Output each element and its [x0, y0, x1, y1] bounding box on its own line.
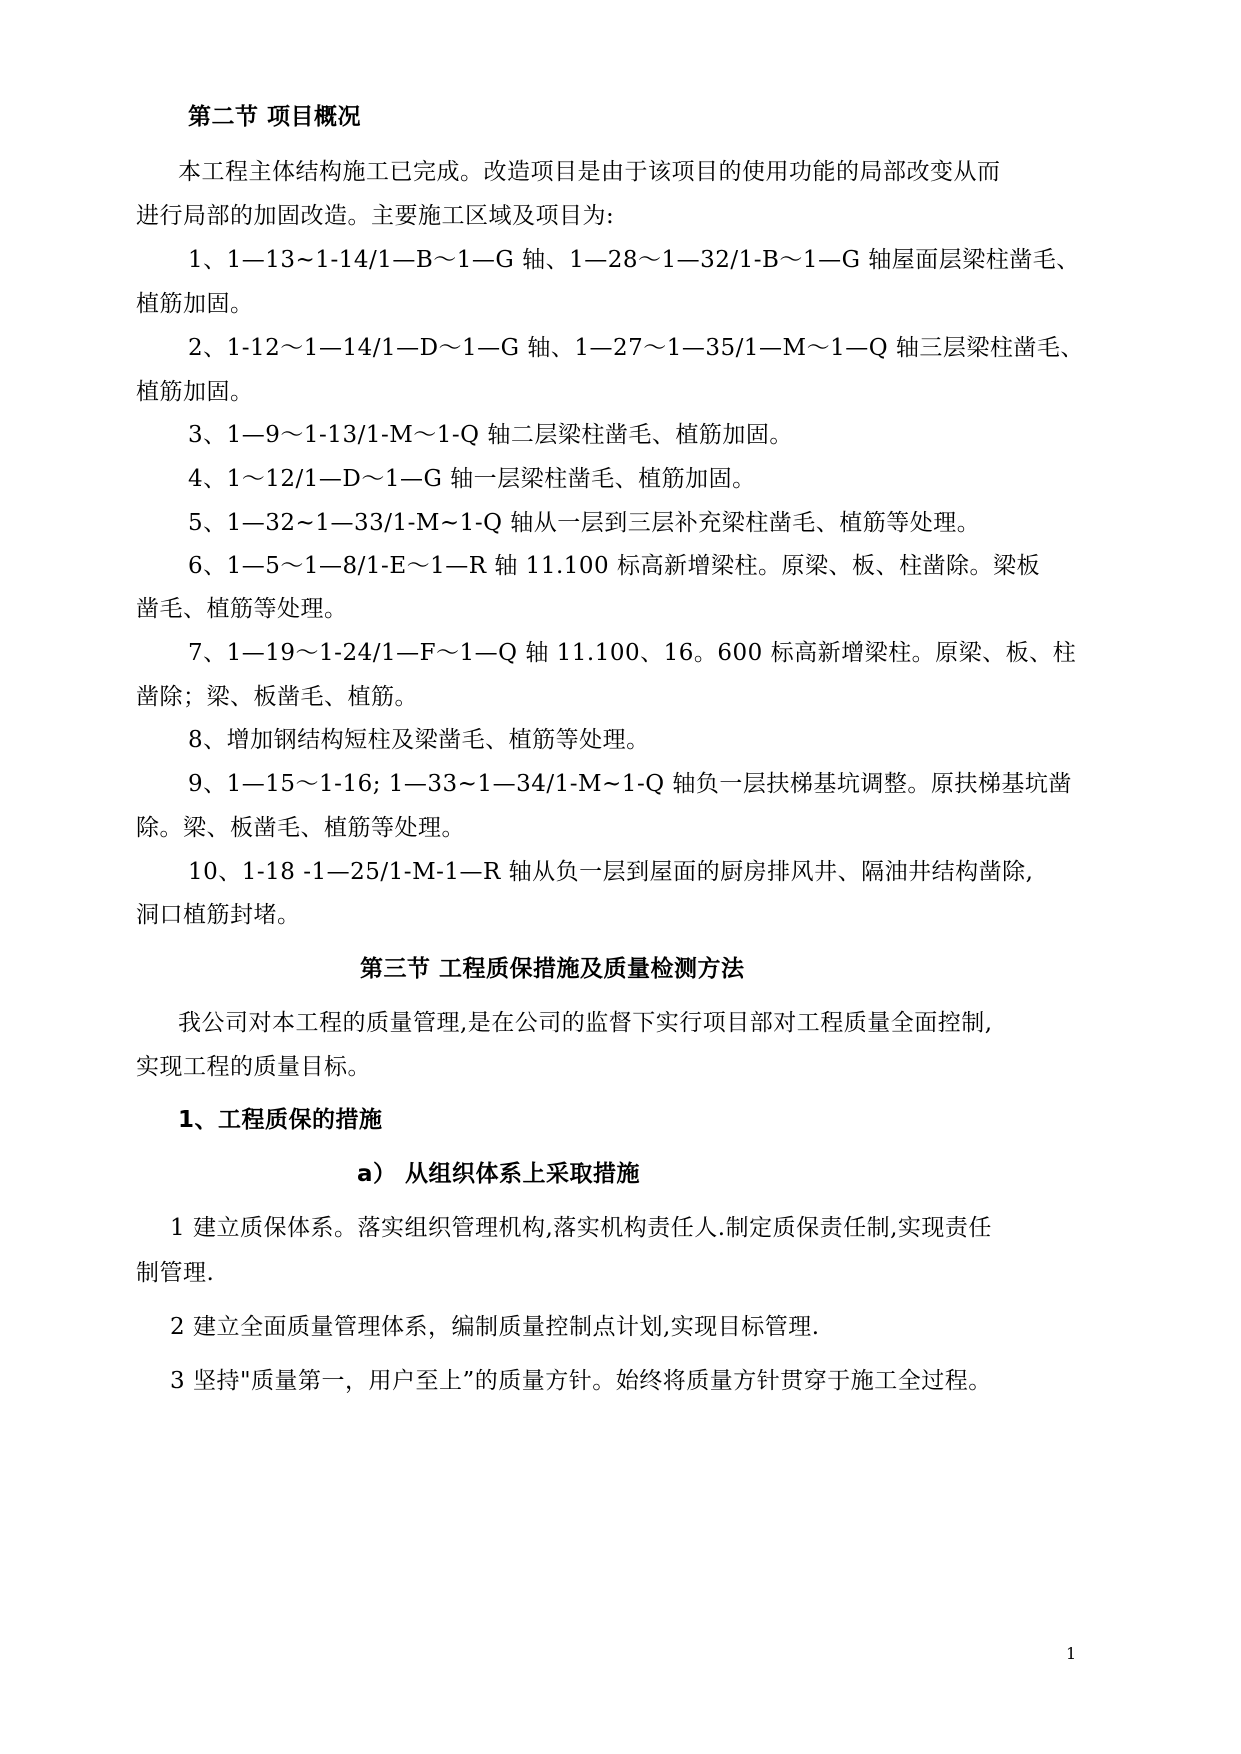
- item-8: 8、增加钢结构短柱及梁凿毛、植筋等处理。: [188, 727, 650, 753]
- item-1-line2: 植筋加固。: [136, 291, 254, 317]
- item-7-line2: 凿除；梁、板凿毛、植筋。: [136, 684, 418, 710]
- subheading-quality-measures: 1、工程质保的措施: [178, 1107, 383, 1133]
- item-6-line1: 6、1—5～1—8/1-E～1—R 轴 11.100 标高新增梁柱。原梁、板、柱凿除。梁板: [188, 553, 1040, 579]
- item-5: 5、1—32~1—33/1-M~1-Q 轴从一层到三层补充梁柱凿毛、植筋等处理。: [188, 510, 981, 536]
- subheading-organization-measures: a） 从组织体系上采取措施: [357, 1161, 641, 1187]
- item-2-line2: 植筋加固。: [136, 379, 254, 405]
- section3-heading: 第三节 工程质保措施及质量检测方法: [360, 956, 745, 982]
- item-4: 4、1～12/1—D～1—G 轴一层梁柱凿毛、植筋加固。: [188, 466, 756, 492]
- measure-2: 2 建立全面质量管理体系，编制质量控制点计划,实现目标管理.: [170, 1314, 820, 1340]
- measure-1-line1: 1 建立质保体系。落实组织管理机构,落实机构责任人.制定质保责任制,实现责任: [170, 1215, 992, 1241]
- section2-intro-line2: 进行局部的加固改造。主要施工区域及项目为:: [136, 203, 615, 229]
- measure-1-line2: 制管理.: [136, 1260, 215, 1286]
- section3-intro-line2: 实现工程的质量目标。: [136, 1054, 371, 1080]
- item-9-line2: 除。梁、板凿毛、植筋等处理。: [136, 815, 465, 841]
- item-9-line1: 9、1—15～1-16; 1—33~1—34/1-M~1-Q 轴负一层扶梯基坑调整。原扶梯基坑凿: [188, 771, 1072, 797]
- item-10-line2: 洞口植筋封堵。: [136, 902, 301, 928]
- section2-heading: 第二节 项目概况: [188, 104, 362, 130]
- item-2-line1: 2、1-12～1—14/1—D～1—G 轴、1—27～1—35/1—M～1—Q 轴三层梁柱凿毛、: [188, 335, 1084, 361]
- item-7-line1: 7、1—19～1-24/1—F～1—Q 轴 11.100、16。600 标高新增梁柱。原梁、板、柱: [188, 640, 1077, 666]
- item-1-line1: 1、1—13~1-14/1—B～1—G 轴、1—28～1—32/1-B～1—G 轴屋面层梁柱凿毛、: [188, 247, 1080, 273]
- section2-intro-line1: 本工程主体结构施工已完成。改造项目是由于该项目的使用功能的局部改变从而: [178, 159, 1001, 185]
- measure-3: 3 坚持"质量第一，用户至上”的质量方针。始终将质量方针贯穿于施工全过程。: [170, 1368, 992, 1394]
- item-6-line2: 凿毛、植筋等处理。: [136, 596, 348, 622]
- section3-intro-line1: 我公司对本工程的质量管理,是在公司的监督下实行项目部对工程质量全面控制,: [178, 1010, 993, 1036]
- page-number: 1: [1066, 1644, 1077, 1663]
- item-3: 3、1—9～1-13/1-M～1-Q 轴二层梁柱凿毛、植筋加固。: [188, 422, 793, 448]
- item-10-line1: 10、1-18 -1—25/1-M-1—R 轴从负一层到屋面的厨房排风井、隔油井结构凿除,: [188, 859, 1034, 885]
